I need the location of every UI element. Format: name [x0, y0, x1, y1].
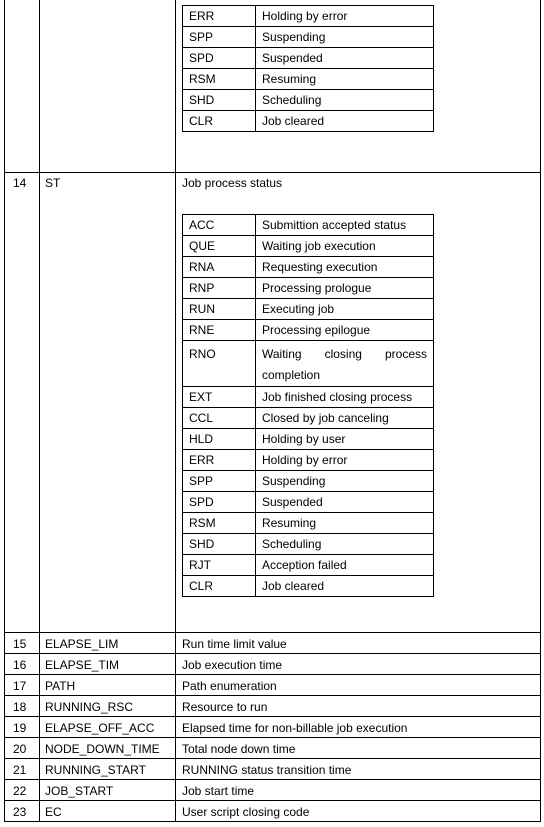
row-field-name: ELAPSE_LIM	[45, 637, 119, 651]
status-subtable	[182, 214, 434, 597]
status-code: SHD	[183, 90, 256, 111]
row-number: 14	[13, 176, 27, 190]
row-divider	[4, 674, 541, 675]
row-description: Path enumeration	[182, 679, 277, 693]
status-subtable-top	[182, 5, 434, 132]
status-code: SHD	[183, 534, 256, 555]
row-description: Total node down time	[182, 742, 296, 756]
status-row	[183, 90, 434, 111]
row-number: 18	[13, 700, 27, 714]
status-row	[183, 111, 434, 132]
row-field-name: ELAPSE_TIM	[45, 658, 120, 672]
status-row	[183, 215, 434, 236]
status-code: ACC	[183, 215, 256, 236]
status-code: RNA	[183, 257, 256, 278]
status-code: QUE	[183, 236, 256, 257]
row-number: 16	[13, 658, 27, 672]
row-field-name: PATH	[45, 679, 76, 693]
status-code: SPP	[183, 471, 256, 492]
row-description: Job process status	[182, 176, 283, 190]
status-description: Job cleared	[256, 111, 434, 132]
status-description-word: closing	[324, 347, 362, 361]
status-row	[183, 69, 434, 90]
row-divider	[4, 800, 541, 801]
row-number: 22	[13, 784, 27, 798]
status-row	[183, 492, 434, 513]
status-description: Suspended	[256, 48, 434, 69]
row-number: 23	[13, 805, 27, 819]
status-row	[183, 257, 434, 278]
table-border-col2	[175, 0, 176, 822]
status-row	[183, 387, 434, 408]
status-code: ERR	[183, 6, 256, 27]
status-code: HLD	[183, 429, 256, 450]
table-border-right	[540, 0, 541, 822]
status-code: RNP	[183, 278, 256, 299]
table-border-col1	[39, 0, 40, 822]
status-code: RSM	[183, 513, 256, 534]
status-row	[183, 48, 434, 69]
status-code: EXT	[183, 387, 256, 408]
row-number: 17	[13, 679, 27, 693]
status-description-word: process	[384, 347, 427, 361]
row-field-name: NODE_DOWN_TIME	[45, 742, 160, 756]
status-description: Scheduling	[256, 90, 434, 111]
status-description: Acception failed	[256, 555, 434, 576]
status-description: Requesting execution	[256, 257, 434, 278]
row-number: 21	[13, 763, 27, 777]
status-code: ERR	[183, 450, 256, 471]
status-code: CLR	[183, 576, 256, 597]
table-border-left	[4, 0, 5, 822]
status-description: Closed by job canceling	[256, 408, 434, 429]
status-row	[183, 341, 434, 387]
status-row	[183, 429, 434, 450]
status-row	[183, 27, 434, 48]
status-row	[183, 6, 434, 27]
row-divider	[4, 632, 541, 633]
row-divider	[4, 172, 541, 173]
row-field-name: RUNNING_START	[45, 763, 146, 777]
row-description: User script closing code	[182, 805, 310, 819]
status-description: Executing job	[256, 299, 434, 320]
status-description: Suspending	[256, 471, 434, 492]
status-description: Holding by user	[256, 429, 434, 450]
row-field-name: ST	[45, 176, 61, 190]
row-divider	[4, 779, 541, 780]
status-code: SPD	[183, 48, 256, 69]
status-description: Suspended	[256, 492, 434, 513]
status-description-word: Waiting	[262, 347, 302, 361]
row-description: RUNNING status transition time	[182, 763, 352, 777]
status-description: Scheduling	[256, 534, 434, 555]
row-description: Job execution time	[182, 658, 283, 672]
row-description: Job start time	[182, 784, 255, 798]
status-code: SPP	[183, 27, 256, 48]
status-code: RNO	[183, 341, 256, 387]
status-description: Resuming	[256, 513, 434, 534]
status-row	[183, 320, 434, 341]
status-description: Processing prologue	[256, 278, 434, 299]
row-description: Elapsed time for non-billable job execution	[182, 721, 408, 735]
status-description: Processing epilogue	[256, 320, 434, 341]
status-code: CCL	[183, 408, 256, 429]
status-row	[183, 576, 434, 597]
status-description: Resuming	[256, 69, 434, 90]
status-description	[256, 341, 434, 387]
status-code: CLR	[183, 111, 256, 132]
status-description: Submittion accepted status	[256, 215, 434, 236]
status-code: RSM	[183, 69, 256, 90]
status-row	[183, 236, 434, 257]
status-row	[183, 408, 434, 429]
status-code: SPD	[183, 492, 256, 513]
row-field-name: EC	[45, 805, 62, 819]
status-description-line	[262, 344, 427, 365]
row-divider	[4, 758, 541, 759]
row-description: Resource to run	[182, 700, 268, 714]
row-field-name: RUNNING_RSC	[45, 700, 134, 714]
status-row	[183, 299, 434, 320]
row-number: 20	[13, 742, 27, 756]
row-field-name: ELAPSE_OFF_ACC	[45, 721, 155, 735]
status-row	[183, 534, 434, 555]
status-description: Holding by error	[256, 6, 434, 27]
status-description: Waiting job execution	[256, 236, 434, 257]
status-description: Job finished closing process	[256, 387, 434, 408]
status-row	[183, 278, 434, 299]
table-border-bottom	[4, 821, 541, 822]
status-description: Holding by error	[256, 450, 434, 471]
status-row	[183, 450, 434, 471]
status-code: RUN	[183, 299, 256, 320]
status-row	[183, 555, 434, 576]
row-divider	[4, 695, 541, 696]
row-number: 15	[13, 637, 27, 651]
row-field-name: JOB_START	[45, 784, 114, 798]
row-number: 19	[13, 721, 27, 735]
row-divider	[4, 737, 541, 738]
status-code: RJT	[183, 555, 256, 576]
status-row	[183, 513, 434, 534]
status-description: Suspending	[256, 27, 434, 48]
row-divider	[4, 653, 541, 654]
row-divider	[4, 716, 541, 717]
status-row	[183, 471, 434, 492]
status-code: RNE	[183, 320, 256, 341]
status-description-line: completion	[262, 368, 321, 382]
status-description: Job cleared	[256, 576, 434, 597]
row-description: Run time limit value	[182, 637, 287, 651]
